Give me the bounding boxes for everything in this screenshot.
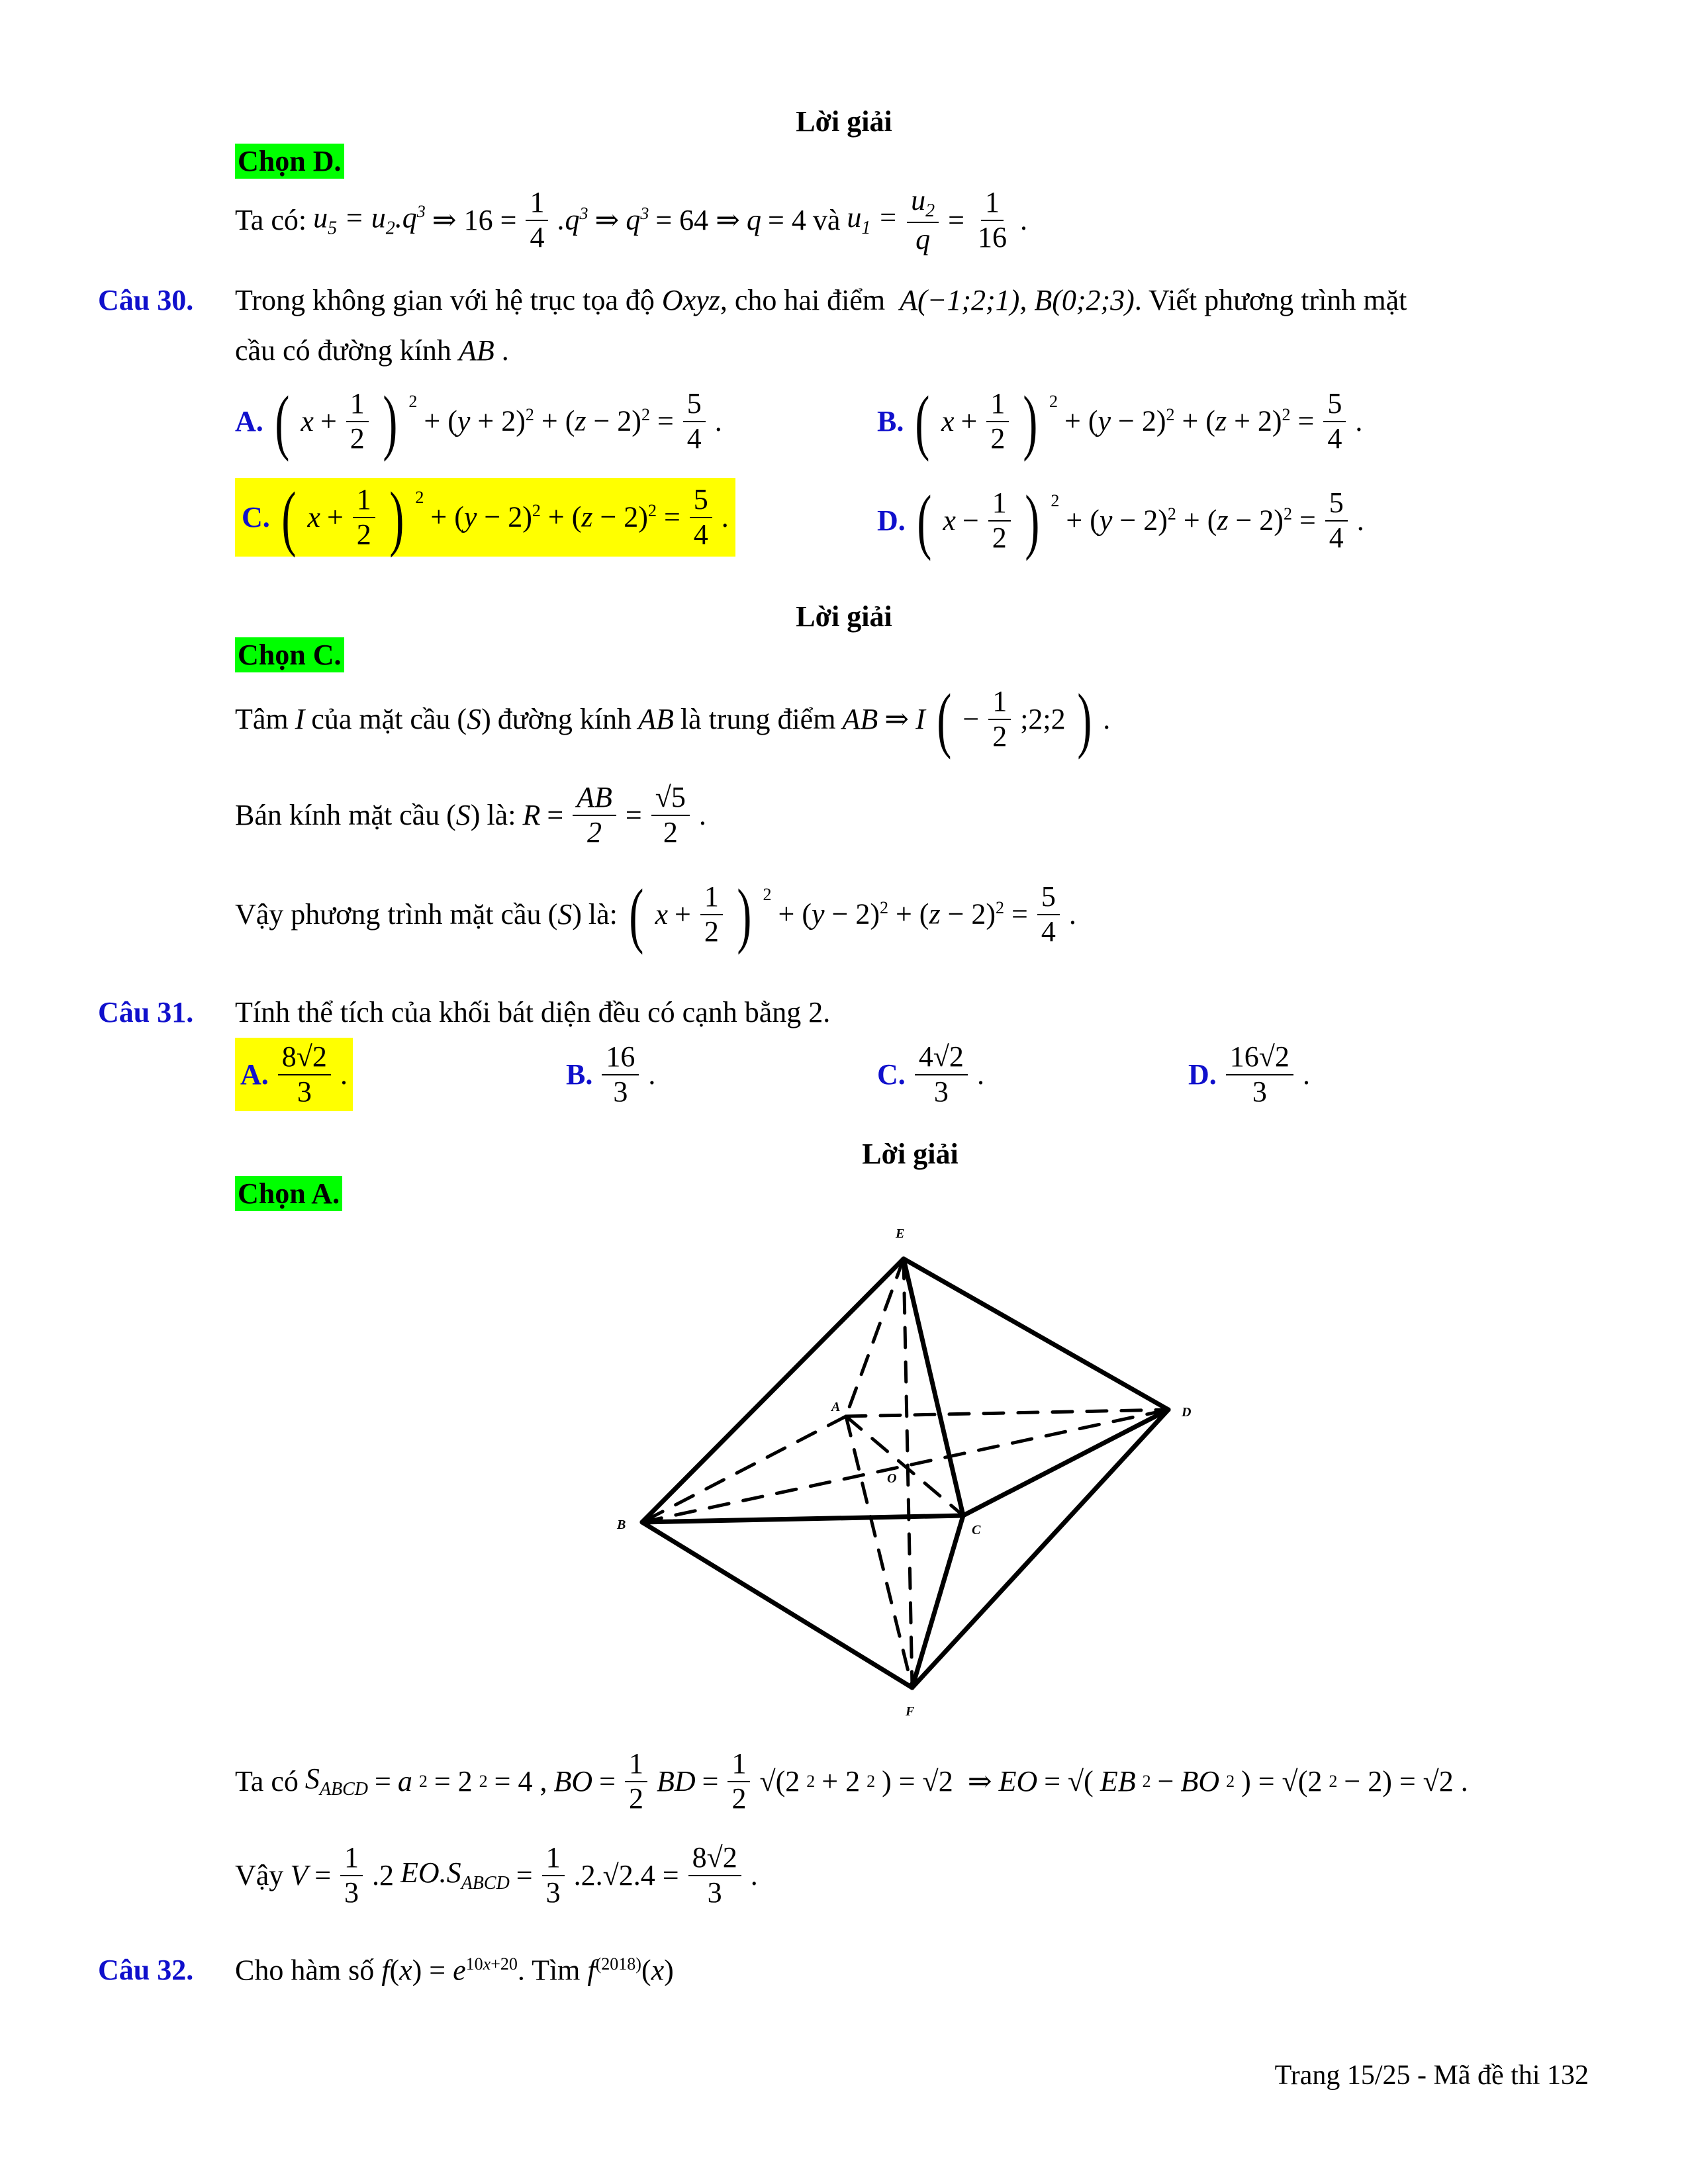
label-e: E [896,1226,905,1241]
q31-solution-line1: Ta có $S_{ABCD}$ = a 2 = 2 2 = 4 , BO = $\frac{1}{2}$ BD = $\frac{1}{2}$ √(2 2 + 2 2 ) = √2 ⇒ EO = √( EB 2 − BO 2 ) = √(2 2 − 2) = √2 . [235,1747,1468,1815]
solution-heading: Lời giải [796,600,892,633]
q31-option-d[interactable]: D. $\frac{16√2}{3}$ . [1188,1040,1310,1108]
q30-text-line2: cầu có đường kính AB . [235,334,509,367]
edge-ad [846,1410,1168,1416]
q31-solution-line2: Vậy V = $\frac{1}{3}$ .2 $EO.S_{ABCD}$ = $\frac{1}{3}$ .2.√2.4 = $\frac{8√2}{3}$ . [235,1841,758,1909]
q30-solution-radius: Bán kính mặt cầu (S) là: R = $\frac{AB}{2}$ = $\frac{√5}{2}$ . [235,781,706,848]
q31-text: Tính thể tích của khối bát diện đều có cạnh bằng 2. [235,996,831,1028]
label-c: C [972,1523,981,1537]
edge-ec [904,1259,963,1516]
q30-label: Câu 30. [98,284,194,316]
solution-heading: Lời giải [862,1138,959,1170]
octahedron-figure [596,1218,1218,1734]
q31-option-b[interactable]: B. $\frac{16}{3}$ . [566,1040,656,1108]
q29-equation: Ta có: $u_5 = u_2.q^3$ ⇒ 16 = $\frac{1}{4}$ $.q^3$ ⇒ $q^3$ = 64 ⇒ q = 4 và $u_1$ = $\frac{u_2}{q}$ = $\frac{1}{16}$ . [235,184,1027,255]
edge-bc [642,1516,963,1522]
q31-option-c[interactable]: C. $\frac{4√2}{3}$ . [877,1040,984,1108]
solution-heading: Lời giải [796,105,892,138]
edge-ab [642,1416,846,1522]
label-d: D [1182,1405,1192,1420]
edge-bf [642,1522,912,1688]
q32-text: Cho hàm số $f(x) = e^{10x+20}$. Tìm $f^{(2018)}(x)$ [235,1954,674,1987]
q30-text-line1: Trong không gian với hệ trục tọa độ Oxyz, cho hai điểm A(−1;2;1), B(0;2;3). Viết phương trình mặt [235,284,1407,316]
choice-label: Chọn D. [235,147,344,176]
choice-label: Chọn C. [235,641,344,670]
q30-option-c[interactable]: C. ( x + $\frac{1}{2}$ ) $^2$ + $(y - 2)^2 + (z - 2)^2$ = $\frac{5}{4}$ . [235,478,735,557]
edge-cd [963,1410,1168,1516]
q32-label: Câu 32. [98,1954,194,1986]
q31-option-a[interactable]: A. $\frac{8√2}{3}$ . [235,1038,353,1111]
label-o: O [887,1471,897,1486]
edge-ea [846,1259,904,1416]
edge-af [846,1416,912,1688]
q30-option-d[interactable]: D. ( x − $\frac{1}{2}$ ) $^2$ + $(y - 2)^2 + (z - 2)^2$ = $\frac{5}{4}$ . [877,480,1364,561]
label-a: A [831,1400,841,1414]
q30-option-a[interactable]: A. ( x + $\frac{1}{2}$ ) $^2$ + $(y + 2)^2 + (z - 2)^2$ = $\frac{5}{4}$ . [235,381,722,462]
label-f: F [906,1704,915,1719]
q30-option-b[interactable]: B. ( x + $\frac{1}{2}$ ) $^2$ + $(y - 2)^2 + (z + 2)^2$ = $\frac{5}{4}$ . [877,381,1363,462]
edge-ed [904,1259,1168,1410]
q30-solution-center: Tâm I của mặt cầu (S) đường kính AB là trung điểm AB ⇒ I ( − $\frac{1}{2}$ ;2;2 ) . [235,678,1111,760]
q31-label: Câu 31. [98,996,194,1028]
choice-label: Chọn A. [235,1179,342,1208]
label-b: B [617,1518,626,1532]
page-footer: Trang 15/25 - Mã đề thi 132 [1274,2060,1589,2091]
edge-eb [642,1259,904,1522]
q30-solution-equation: Vậy phương trình mặt cầu (S) là: ( x + $\frac{1}{2}$ ) $^2$ + $(y - 2)^2 + (z - 2)^2$ = $\frac{5}{4}$ . [235,874,1076,955]
